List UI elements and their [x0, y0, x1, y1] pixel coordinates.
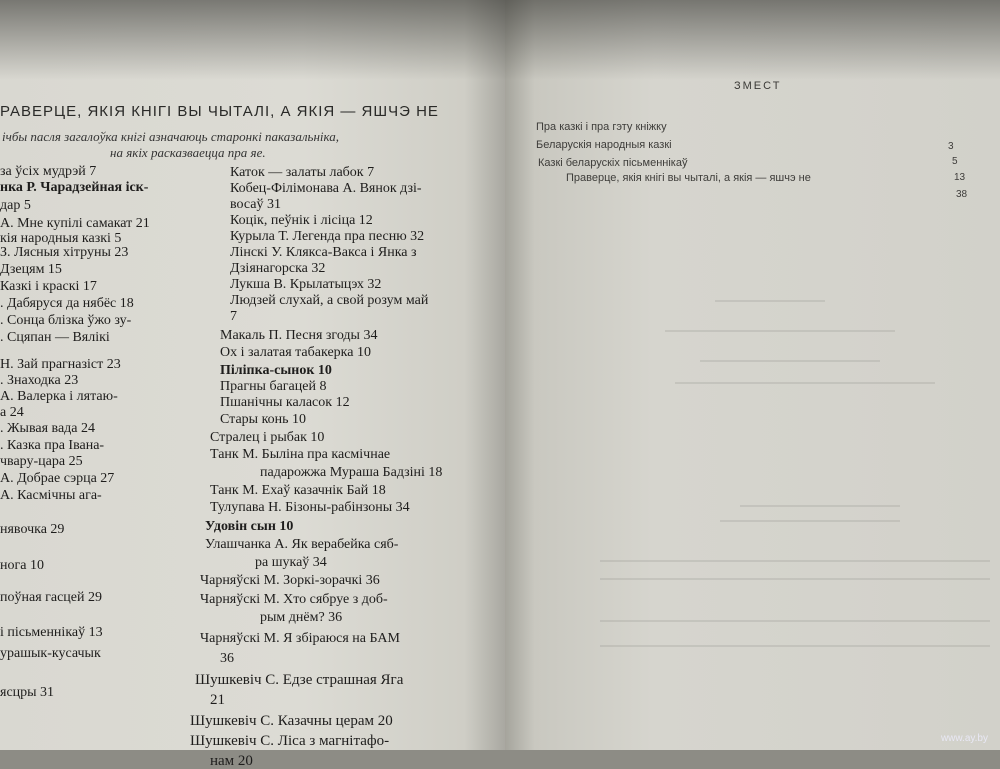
- show-through-text: [665, 330, 895, 332]
- list-item: ра шукаў 34: [255, 555, 327, 570]
- list-item: Дзецям 15: [0, 262, 62, 277]
- list-item: восаў 31: [230, 197, 281, 212]
- show-through-text: [600, 645, 990, 647]
- contents-page-number: 3: [948, 141, 954, 152]
- show-through-text: [700, 360, 880, 362]
- list-item: . Жывая вада 24: [0, 421, 96, 436]
- list-item: 7: [230, 309, 237, 324]
- show-through-text: [675, 382, 935, 384]
- list-item: Кобец-Філімонава А. Вянок дзі-: [230, 181, 422, 196]
- index-heading: РАВЕРЦЕ, ЯКІЯ КНІГІ ВЫ ЧЫТАЛІ, А ЯКІЯ — ЯШЧЭ НЕ: [0, 103, 439, 120]
- list-item: Чарняўскі М. Хто сябруе з доб-: [200, 592, 388, 607]
- contents-title: ЗМЕСТ: [734, 80, 782, 92]
- list-item: Стары конь 10: [220, 412, 307, 427]
- list-item: Каток — залаты лабок 7: [230, 165, 375, 180]
- list-item: Курыла Т. Легенда пра песню 32: [230, 229, 425, 244]
- top-shadow: [0, 0, 1000, 80]
- list-item: кія народныя казкі 5: [0, 231, 122, 246]
- list-item: Коцік, пеўнік і лісіца 12: [230, 213, 373, 228]
- list-item: за ўсіх мудрэй 7: [0, 164, 97, 179]
- list-item: Дзіянагорска 32: [230, 261, 326, 276]
- contents-item: Беларускія народныя казкі: [536, 139, 672, 151]
- list-item: З. Лясныя хітруны 23: [0, 245, 129, 260]
- contents-page-number: 13: [954, 172, 966, 183]
- list-item: рым днём? 36: [260, 610, 343, 625]
- list-item: нам 20: [210, 753, 253, 769]
- list-item: Шушкевіч С. Едзе страшная Яга: [195, 672, 404, 688]
- list-item: . Знаходка 23: [0, 373, 79, 388]
- show-through-text: [740, 505, 900, 507]
- list-item: а 24: [0, 405, 24, 420]
- list-item: і пісьменнікаў 13: [0, 625, 103, 640]
- list-item: Улашчанка А. Як верабейка сяб-: [205, 537, 399, 552]
- show-through-text: [600, 578, 990, 580]
- list-item: Ох і залатая табакерка 10: [220, 345, 371, 360]
- show-through-text: [600, 620, 990, 622]
- list-item: Н. Зай прагназіст 23: [0, 357, 121, 372]
- list-item: А. Мне купілі самакат 21: [0, 216, 150, 231]
- list-item: А. Касмічны ага-: [0, 488, 102, 503]
- list-item: чвару-цара 25: [0, 454, 83, 469]
- list-item: 36: [220, 651, 234, 666]
- list-item: Пшанічны каласок 12: [220, 395, 350, 410]
- list-item: Тулупава Н. Бізоны-рабінзоны 34: [210, 500, 410, 515]
- list-item: Шушкевіч С. Ліса з магнітафо-: [190, 733, 390, 749]
- list-item: Танк М. Быліна пра касмічнае: [210, 447, 391, 462]
- list-item: Казкі і краскі 17: [0, 279, 97, 294]
- list-item: Стралец і рыбак 10: [210, 430, 325, 445]
- list-item: нога 10: [0, 558, 44, 573]
- list-item: Лінскі У. Клякса-Вакса і Янка з: [230, 245, 417, 260]
- list-item: Пілiпка-сынок 10: [220, 363, 332, 378]
- list-item: ясцры 31: [0, 685, 55, 700]
- list-item: Лукша В. Крылатыцэх 32: [230, 277, 382, 292]
- show-through-text: [715, 300, 825, 302]
- list-item: Шушкевіч С. Казачны церам 20: [190, 713, 393, 729]
- contents-item: Праверце, якія кнігі вы чыталі, а якія — яшчэ не: [566, 172, 811, 184]
- contents-page-number: 5: [952, 156, 958, 167]
- list-item: падарожжа Мураша Бадзіні 18: [260, 465, 443, 480]
- list-item: дар 5: [0, 198, 31, 213]
- index-note-line1: ічбы пасля загалоўка кнігі азначаюць старонкі паказальніка,: [2, 129, 340, 144]
- watermark: www.ay.by: [940, 733, 988, 744]
- list-item: А. Добрае сэрца 27: [0, 471, 115, 486]
- list-item: Чарняўскі М. Зоркі-зорачкі 36: [200, 573, 380, 588]
- right-book-page: [505, 0, 1000, 750]
- list-item: . Дабяруся да нябёс 18: [0, 296, 134, 311]
- list-item: Танк М. Ехаў казачнік Бай 18: [210, 483, 386, 498]
- list-item: Прагны багацей 8: [220, 379, 327, 394]
- contents-item: Казкі беларускіх пісьменнікаў: [538, 157, 688, 169]
- index-note-line2: на якіх расказваецца пра яе.: [110, 145, 266, 160]
- list-item: А. Валерка і лятаю-: [0, 389, 118, 404]
- contents-item: Пра казкі і пра гэту кніжку: [536, 121, 667, 133]
- list-item: урашык-кусачык: [0, 646, 101, 661]
- list-item: . Казка пра Івана-: [0, 438, 105, 453]
- list-item: поўная гасцей 29: [0, 590, 103, 605]
- list-item: Людзей слухай, а свой розум май: [230, 293, 429, 308]
- contents-page-number: 38: [956, 189, 968, 200]
- list-item: Макаль П. Песня згоды 34: [220, 328, 378, 343]
- show-through-text: [600, 560, 990, 562]
- list-item: . Сонца блізка ўжо зу-: [0, 313, 132, 328]
- list-item: Удовін сын 10: [205, 519, 294, 534]
- list-item: Чарняўскі М. Я збіраюся на БАМ: [200, 631, 400, 646]
- list-item: 21: [210, 692, 225, 708]
- list-item: . Сцяпан — Вялікі: [0, 330, 110, 345]
- list-item: нявочка 29: [0, 522, 65, 537]
- show-through-text: [720, 520, 900, 522]
- list-item: нка Р. Чарадзейная іск-: [0, 180, 149, 195]
